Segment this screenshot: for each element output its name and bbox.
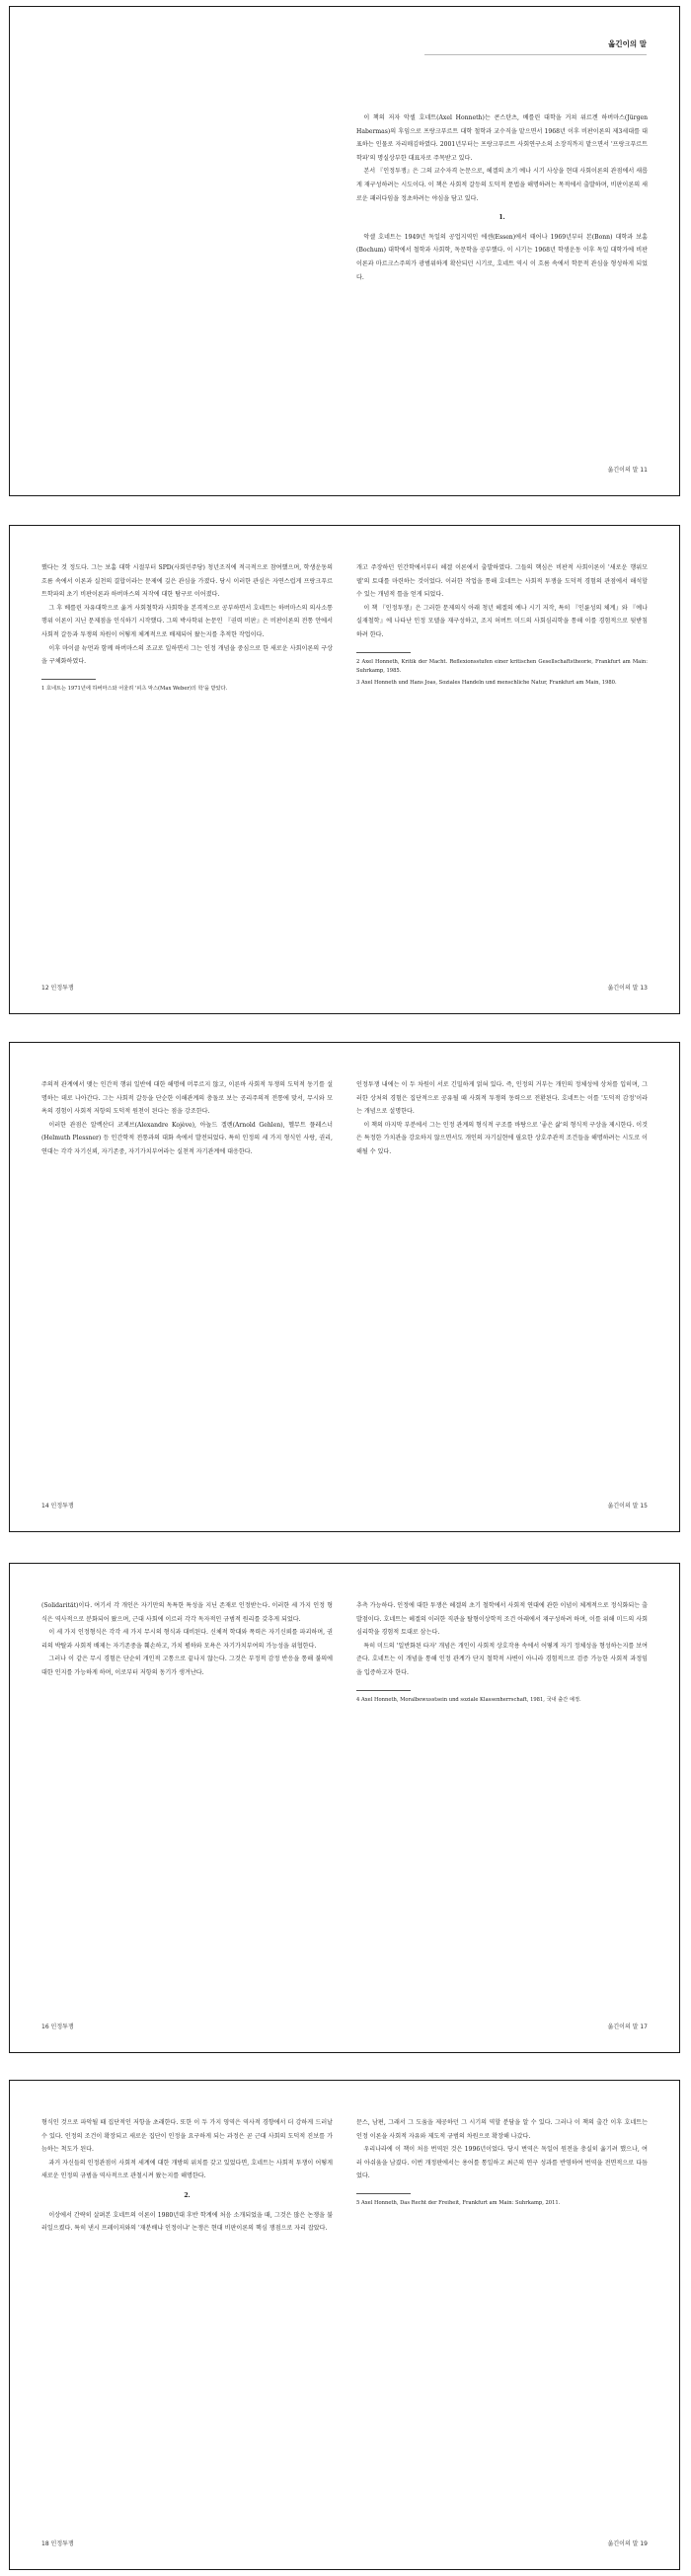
page-number: 14 인정투쟁 bbox=[41, 1503, 74, 1509]
paragraph: 그 후 베를린 자유대학으로 옮겨 사회철학과 사회학을 본격적으로 공부하면서 호네트는 하버마스의 의사소통행위 이론이 지닌 문제점을 인식하기 시작했다. 그의 박사학위 논문인 『권력 비판』은 비판이론의 전통 안에서 사회적 갈등과 투쟁의 차원이 어떻게 체계적으로 배제되어 왔는지를 추적한 작업이다. bbox=[41, 604, 333, 638]
paragraph: 이 책 『인정투쟁』은 그러한 문제의식 아래 청년 헤겔의 예나 시기 저작, 특히 『인륜성의 체계』와 『예나 실재철학』에 나타난 인정 모델을 재구성하고, 조지 허버트 미드의 사회심리학을 통해 이를 경험적으로 뒷받침하려 한다. bbox=[356, 604, 648, 638]
page-spread-4 bbox=[9, 1563, 680, 2053]
running-head: 옮긴이의 말 bbox=[424, 38, 647, 55]
footnote: 1 호네트는 1971년에 하버마스와 어울려 '피츠 막스(Max Weber)의 학'을 받았다. bbox=[41, 685, 228, 692]
paragraph: (Solidarität)이다. 여기서 각 개인은 자기만의 독특한 특성을 지닌 존재로 인정받는다. 이러한 세 가지 인정 형식은 역사적으로 분화되어 왔으며, 근대 사회에 이르러 각각 독자적인 규범적 원리를 갖추게 되었다. bbox=[41, 1602, 333, 1623]
paragraph: 악셀 호네트는 1949년 독일의 공업지역인 에센(Essen)에서 태어나 1969년부터 본(Bonn) 대학과 보훔(Bochum) 대학에서 철학과 사회학, 독문학을 공부했다. 이 시기는 1968년 학생운동 이후 독일 대학가에 비판이론과 마르크스주의가 광범위하게 확산되던 시기로, 호네트 역시 이 흐름 속에서 학문적 관심을 형성하게 되었다. bbox=[356, 233, 648, 281]
paragraph: 인정투쟁 내에는 이 두 차원이 서로 긴밀하게 얽혀 있다. 즉, 인정의 거부는 개인의 정체성에 상처를 입히며, 그러한 상처의 경험은 집단적으로 공유될 때 사회적 투쟁의 동력으로 전환된다. 호네트는 이를 '도덕적 감정'이라는 개념으로 설명한다. bbox=[356, 1081, 648, 1116]
footnote: 3 Axel Honneth und Hans Joas, Soziales Handeln und menschliche Natur, Frankfurt am Main, 1980. bbox=[356, 679, 617, 686]
paragraph: 과거 자신들의 인정관점이 사회적 세계에 대한 개방의 위치를 갖고 있었다면, 호네트는 사회적 투쟁이 어떻게 새로운 인정의 규범을 역사적으로 관철시켜 왔는지를 해명한다. bbox=[41, 2159, 333, 2180]
text-column-left bbox=[41, 2116, 333, 2236]
paragraph: 했다는 것 정도다. 그는 보훔 대학 시절부터 SPD(사회민주당) 청년조직에 적극적으로 참여했으며, 학생운동의 흐름 속에서 이론과 실천의 결합이라는 문제에 깊은 관심을 가졌다. 당시 이러한 관심은 자연스럽게 프랑크푸르트학파의 초기 비판이론과 하버마스의 저작에 대한 탐구로 이어졌다. bbox=[41, 564, 333, 599]
paragraph: 본서 『인정투쟁』은 그의 교수자격 논문으로, 헤겔의 초기 예나 시기 사상을 현대 사회이론의 관점에서 새롭게 재구성하려는 시도이다. 이 책은 사회적 갈등의 도덕적 문법을 해명하려는 목적에서 출발하며, 비판이론의 새로운 패러다임을 정초하려는 야심을 담고 있다. bbox=[356, 168, 648, 202]
page-spread-2 bbox=[9, 525, 680, 1014]
paragraph: 주의적 관계에서 맺는 인간적 행위 일반에 대한 해명에 머무르지 않고, 이른바 사회적 투쟁의 도덕적 동기를 설명하는 데로 나아간다. 그는 사회적 갈등을 단순한 이해관계의 충돌로 보는 공리주의적 전통에 맞서, 무시와 모욕의 경험이 사회적 저항의 도덕적 원천이 된다는 점을 강조한다. bbox=[41, 1081, 333, 1116]
paragraph: 이후 마이클 뉴먼과 함께 하버마스의 조교로 일하면서 그는 인정 개념을 중심으로 한 새로운 사회이론의 구상을 구체화하였다. bbox=[41, 644, 333, 666]
paragraph: 그러나 이 같은 무시 경험은 단순히 개인적 고통으로 끝나지 않는다. 그것은 부정적 감정 반응을 통해 불의에 대한 인지를 가능하게 하며, 이로부터 저항의 동기가 생겨난다. bbox=[41, 1656, 333, 1676]
page-number: 옮긴이의 말 11 bbox=[607, 467, 648, 474]
text-column-right bbox=[356, 1078, 648, 1159]
footnote: 4 Axel Honneth, Moralbewusstsein und soziale Klassenherrschaft, 1981, 국내 출간 예정. bbox=[356, 1696, 581, 1703]
text-column-right bbox=[356, 2116, 648, 2211]
page-spread-5 bbox=[9, 2080, 680, 2570]
text-column-right bbox=[356, 1599, 648, 1708]
page-number: 옮긴이의 말 15 bbox=[607, 1503, 648, 1509]
page-number: 12 인정투쟁 bbox=[41, 985, 74, 992]
paragraph: 형식인 것으로 파악될 때 집단적인 저항을 초래한다. 또한 이 두 가지 영역은 역사적 경향에서 더 강하게 드러날 수 있다. 인정의 조건이 확장되고 새로운 집단이 인정을 요구하게 되는 과정은 곧 근대 사회의 도덕적 진보를 가늠하는 척도가 된다. bbox=[41, 2119, 333, 2154]
paragraph: 문스, 남편, 그래서 그 도움을 제공하던 그 시기의 역할 분담을 알 수 있다. 그러나 이 책의 출간 이후 호네트는 인정 이론을 사회적 자유와 제도적 규범의 차원으로 확장해 나갔다. bbox=[356, 2119, 648, 2140]
paragraph: 추측 가능하다. 인정에 대한 투쟁은 헤겔의 초기 철학에서 사회적 연대에 관한 이념이 체계적으로 정식화되는 출발점이다. 호네트는 헤겔의 이러한 직관을 탈형이상학적 조건 아래에서 재구성하려 하며, 이를 위해 미드의 사회심리학을 경험적 토대로 삼는다. bbox=[356, 1602, 648, 1637]
footnote: 2 Axel Honneth, Kritik der Macht. Reflexionsstufen einer kritischen Gesellschaftstheorie, Frankfurt am Main: Suhrkamp, 1985. bbox=[356, 658, 648, 674]
paragraph: 개고 주장하던 인간학에서부터 헤겔 이론에서 출발하였다. 그들의 핵심은 비판적 사회이론이 '새로운 행위모델'의 토대를 마련하는 것이었다. 이러한 작업을 통해 호네트는 사회적 투쟁을 도덕적 경험의 관점에서 해석할 수 있는 개념적 틀을 얻게 되었다. bbox=[356, 564, 648, 599]
paragraph: 특히 미드의 '일반화된 타자' 개념은 개인이 사회적 상호작용 속에서 어떻게 자기 정체성을 형성하는지를 보여준다. 호네트는 이 개념을 통해 인정 관계가 단지 철학적 사변이 아니라 경험적으로 검증 가능한 사회적 과정임을 입증하고자 한다. bbox=[356, 1642, 648, 1676]
page-spread-1 bbox=[9, 6, 680, 496]
page-number: 옮긴이의 말 19 bbox=[607, 2540, 648, 2547]
footnote-rule bbox=[356, 2193, 411, 2194]
page-number: 옮긴이의 말 17 bbox=[607, 2024, 648, 2030]
section-number: 2. bbox=[184, 2191, 191, 2199]
paragraph: 이 책의 저자 악셀 호네트(Axel Honneth)는 콘스탄츠, 베를린 대학을 거쳐 위르겐 하버마스(Jürgen Habermas)의 후임으로 프랑크푸르트 대학 철학과 교수직을 맡으면서 1968년 이후 비판이론의 제3세대를 대표하는 인물로 자리매김하였다. 2001년부터는 프랑크푸르트 사회연구소의 소장직까지 맡으면서 '프랑크푸르트학파'의 명실상부한 대표자로 주목받고 있다. bbox=[356, 114, 648, 162]
page-number: 18 인정투쟁 bbox=[41, 2540, 74, 2547]
page-number: 옮긴이의 말 13 bbox=[607, 985, 648, 992]
text-column-left bbox=[41, 1078, 333, 1159]
paragraph: 이 세 가지 인정형식은 각각 세 가지 무시의 형식과 대비된다. 신체적 학대와 폭력은 자기신뢰를 파괴하며, 권리의 박탈과 사회적 배제는 자기존중을 훼손하고, 가치 폄하와 모욕은 자기가치부여의 가능성을 위협한다. bbox=[41, 1629, 333, 1650]
paragraph: 이 책의 마지막 부분에서 그는 인정 관계의 형식적 구조를 바탕으로 '좋은 삶'의 형식적 구상을 제시한다. 이것은 특정한 가치관을 강요하지 않으면서도 개인의 자기실현에 필요한 상호주관적 조건들을 해명하려는 시도로 이해될 수 있다. bbox=[356, 1121, 648, 1155]
footnote-rule bbox=[356, 1690, 411, 1691]
text-column-right bbox=[356, 111, 648, 284]
page-spread-3 bbox=[9, 1042, 680, 1532]
paragraph: 우리나라에 이 책이 처음 번역된 것은 1996년이었다. 당시 번역은 독일어 원전을 충실히 옮기려 했으나, 여러 아쉬움을 남겼다. 이번 개정판에서는 용어를 통일하고 최근의 연구 성과를 반영하여 번역을 전면적으로 다듬었다. bbox=[356, 2146, 648, 2180]
page-number: 16 인정투쟁 bbox=[41, 2024, 74, 2030]
footnote: 5 Axel Honneth, Das Recht der Freiheit, Frankfurt am Main: Suhrkamp, 2011. bbox=[356, 2199, 561, 2206]
paragraph: 이러한 관점은 알렉산더 코제브(Alexandre Kojève), 아놀드 겔렌(Arnold Gehlen), 헬무트 플레스너(Helmuth Plessner) 등 인간학적 전통과의 대화 속에서 발전되었다. 특히 인정의 세 가지 형식인 사랑, 권리, 연대는 각각 자기신뢰, 자기존중, 자기가치부여라는 실천적 자기관계에 대응한다. bbox=[41, 1121, 333, 1155]
footnote-rule bbox=[41, 679, 96, 680]
paragraph: 이상에서 간략히 살펴본 호네트의 이론이 1980년대 후반 학계에 처음 소개되었을 때, 그것은 많은 논쟁을 불러일으켰다. 특히 낸시 프레이저와의 '재분배냐 인정이냐' 논쟁은 현대 비판이론의 핵심 쟁점으로 자리 잡았다. bbox=[41, 2211, 333, 2233]
text-column-right bbox=[356, 561, 648, 691]
text-column-left bbox=[41, 1599, 333, 1680]
section-number: 1. bbox=[499, 214, 505, 222]
text-column-left bbox=[41, 561, 333, 697]
footnote-rule bbox=[356, 652, 411, 653]
